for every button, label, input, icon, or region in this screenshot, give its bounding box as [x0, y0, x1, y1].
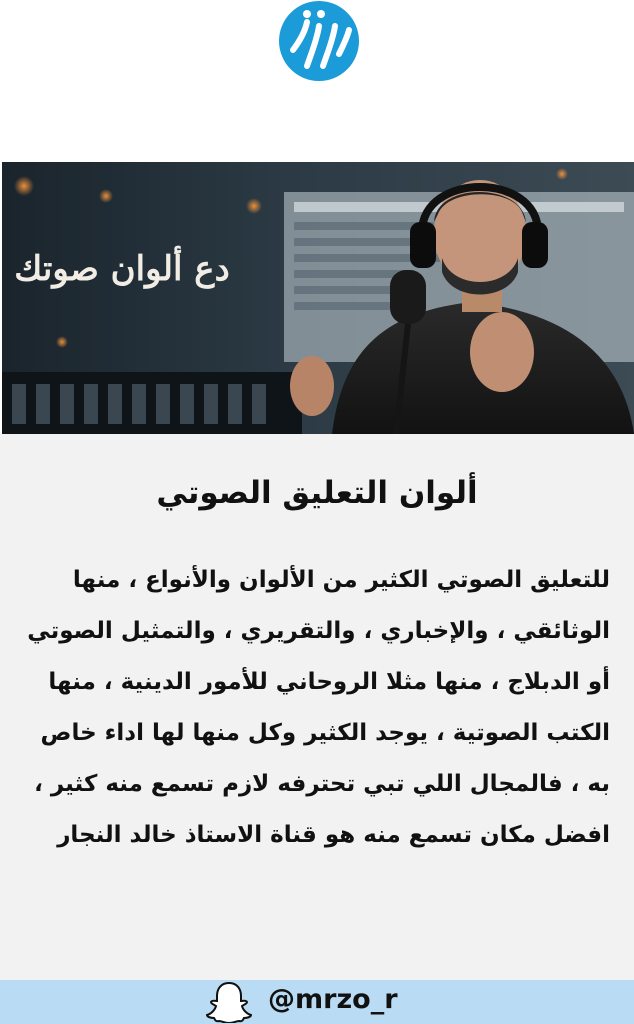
snapchat-handle: @mrzo_r: [268, 984, 398, 1015]
podcast-banner-image: [2, 162, 634, 434]
snapchat-ghost-icon: [205, 979, 253, 1023]
article-title: ألوان التعليق الصوتي: [156, 475, 478, 511]
article-body: [20, 555, 610, 861]
article-body-line: الوثائقي ، والإخباري ، والتقريري ، والتمثيل الصوتي: [27, 618, 610, 644]
article-body-line: الكتب الصوتية ، يوجد الكثير وكل منها لها اداء خاص: [40, 720, 610, 746]
banner-calligraphy: دع ألوان صوتك: [14, 249, 230, 289]
article-body-line: افضل مكان تسمع منه هو قناة الاستاذ خالد النجار: [57, 822, 610, 848]
brand-logo-icon: [277, 0, 361, 84]
article-body-line: أو الدبلاج ، منها مثلا الروحاني للأمور الدينية ، منها: [48, 669, 610, 695]
article-body-line: للتعليق الصوتي الكثير من الألوان والأنواع ، منها: [72, 567, 610, 593]
article-body-line: به ، فالمجال اللي تبي تحترفه لازم تسمع منه كثير ،: [34, 771, 610, 797]
banner-image: [2, 162, 634, 434]
